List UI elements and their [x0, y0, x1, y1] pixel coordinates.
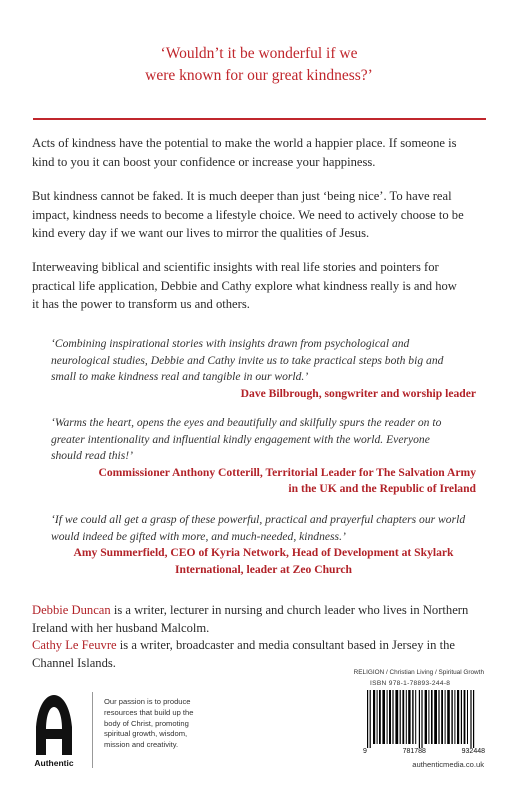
- text-line: small to make kindness real and tangible in our world.’: [51, 370, 309, 383]
- bio-text: is a writer, lecturer in nursing and church leader who lives in Northern: [110, 603, 469, 617]
- publisher-mission: [104, 697, 244, 751]
- barcode-digit-group: 781788: [402, 748, 426, 755]
- author-name: Cathy Le Feuvre: [32, 638, 117, 652]
- endorsement: [51, 336, 476, 402]
- barcode-digit-group: 932448: [461, 748, 485, 755]
- text-line: Our passion is to produce: [104, 697, 191, 706]
- text-line: kind every day if we want our lives to mirror the qualities of Jesus.: [32, 226, 370, 240]
- bio-line: Channel Islands.: [32, 655, 116, 670]
- publisher-website: authenticmedia.co.uk: [412, 760, 484, 769]
- endorsement-attribution: [51, 545, 476, 578]
- text-line: Amy Summerfield, CEO of Kyria Network, Head of Development at Skylark: [73, 546, 454, 559]
- text-line: But kindness cannot be faked. It is much deeper than just ‘being nice’. To have real: [32, 189, 452, 203]
- bio-line: [32, 602, 488, 620]
- text-line: Commissioner Anthony Cotterill, Territorial Leader for The Salvation Army: [98, 465, 476, 479]
- text-line: body of Christ, promoting: [104, 718, 189, 728]
- text-line: Acts of kindness have the potential to make the world a happier place. If someone is: [32, 136, 457, 150]
- endorsement-attribution: [51, 386, 476, 403]
- blurb-paragraph: [32, 134, 488, 171]
- barcode-digit-group: 9: [363, 748, 367, 755]
- text-line: Interweaving biblical and scientific insights with real life stories and pointers for: [32, 260, 439, 274]
- endorsement: [51, 512, 476, 578]
- blurb-paragraph: [32, 258, 488, 314]
- endorsement-quote: [51, 336, 476, 386]
- blurb-paragraph: [32, 187, 488, 243]
- text-line: it has the power to transform us and others.: [32, 297, 250, 311]
- text-line: mission and creativity.: [104, 740, 179, 750]
- bio-line: Ireland with her husband Malcolm.: [32, 620, 210, 635]
- endorsement-quote: [51, 512, 476, 545]
- bio-line: [32, 637, 488, 655]
- text-line: in the UK and the Republic of Ireland: [288, 482, 476, 495]
- pull-quote-line: were known for our great kindness?’: [145, 67, 373, 84]
- text-line: ‘If we could all get a grasp of these powerful, practical and prayerful chapters our world: [51, 513, 466, 526]
- text-line: Dave Bilbrough, songwriter and worship leader: [240, 386, 476, 400]
- publisher-name: Authentic: [34, 758, 74, 768]
- endorsement: [51, 415, 476, 498]
- pull-quote: [0, 43, 518, 87]
- text-line: ‘Warms the heart, opens the eyes and beautifully and skilfully spurs the reader on to: [51, 416, 442, 429]
- text-line: ‘Combining inspirational stories with insights drawn from psychological and: [51, 337, 410, 350]
- text-line: resources that build up the: [104, 707, 194, 717]
- barcode-digits: [363, 748, 485, 755]
- bio-text: is a writer, broadcaster and media consultant based in Jersey in the: [116, 638, 456, 652]
- barcode-icon: [365, 690, 483, 748]
- red-divider: [33, 118, 486, 120]
- text-line: International, leader at Zeo Church: [174, 562, 353, 576]
- author-name: Debbie Duncan: [32, 603, 111, 617]
- text-line: would indeed be gifted with more, and much-needed, kindness.’: [51, 529, 346, 543]
- text-line: kind to you it can boost your confidence or increase your happiness.: [32, 154, 376, 169]
- text-line: practical life application, Debbie and Cathy explore what kindness really is and how: [32, 278, 457, 293]
- text-line: spiritual growth, wisdom,: [104, 729, 188, 739]
- isbn-label: ISBN 978-1-78893-244-8: [370, 680, 451, 687]
- book-category: RELIGION / Christian Living / Spiritual Growth: [353, 669, 484, 676]
- vertical-divider: [92, 692, 93, 768]
- pull-quote-line: ‘Wouldn’t it be wonderful if we: [160, 45, 358, 62]
- endorsement-attribution: [51, 465, 476, 498]
- text-line: greater intentionality and influential kindly engagement with the world. Everyone: [51, 432, 430, 446]
- text-line: impact, kindness needs to become a lifestyle choice. We need to actively choose to be: [32, 207, 464, 222]
- text-line: neurological studies, Debbie and Cathy invite us to take practical steps both big and: [51, 353, 444, 367]
- endorsement-quote: [51, 415, 476, 465]
- text-line: should read this!’: [51, 449, 134, 462]
- author-bio: [32, 602, 488, 672]
